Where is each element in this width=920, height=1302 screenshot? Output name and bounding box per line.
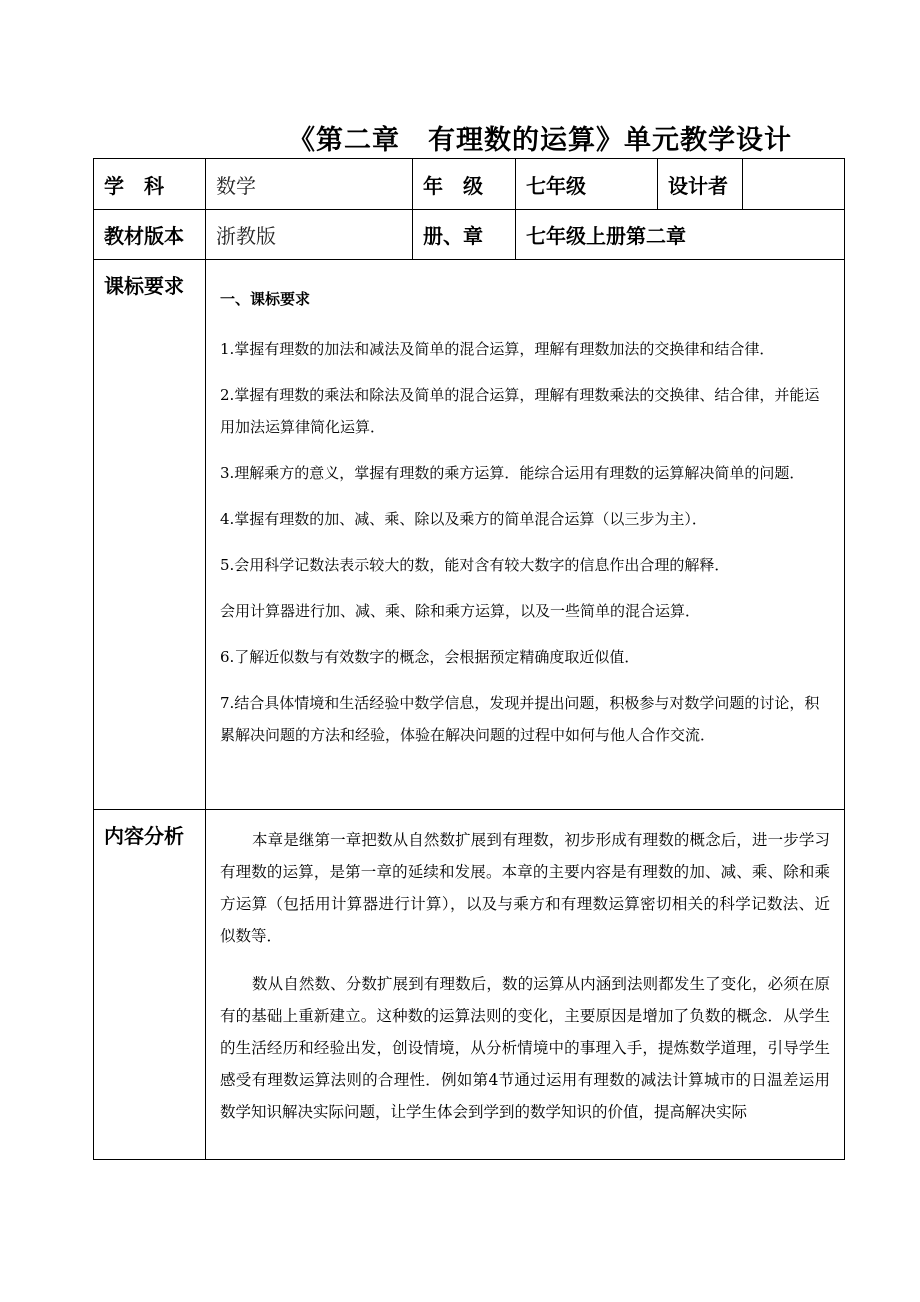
requirement-item: 2.掌握有理数的乘法和除法及简单的混合运算，理解有理数乘法的交换律、结合律，并能运用加法运算律简化运算． (220, 386, 820, 436)
requirements-cell (206, 260, 845, 810)
grade-label: 年 级 (413, 159, 516, 210)
designer-label: 设计者 (658, 159, 743, 210)
requirement-item: 1.掌握有理数的加法和减法及简单的混合运算，理解有理数加法的交换律和结合律． (220, 340, 775, 358)
grade-value: 七年级 (516, 159, 658, 210)
requirement-item: 3.理解乘方的意义，掌握有理数的乘方运算．能综合运用有理数的运算解决简单的问题． (220, 464, 805, 482)
design-table (93, 158, 845, 1160)
requirement-item: 会用计算器进行加、减、乘、除和乘方运算，以及一些简单的混合运算． (220, 602, 701, 620)
requirement-item: 6.了解近似数与有效数字的概念，会根据预定精确度取近似值． (220, 648, 640, 666)
requirement-item: 4.掌握有理数的加、减、乘、除以及乘方的简单混合运算（以三步为主）． (220, 510, 707, 528)
requirement-item: 5.会用科学记数法表示较大的数，能对含有较大数字的信息作出合理的解释． (220, 556, 730, 574)
content-cell (206, 810, 845, 1160)
edition-value: 浙教版 (206, 210, 413, 260)
page-title: 《第二章 有理数的运算》单元教学设计 (288, 125, 792, 156)
table-row-subject (94, 159, 845, 210)
volume-value: 七年级上册第二章 (516, 210, 845, 260)
table-row-edition (94, 210, 845, 260)
requirement-item: 7.结合具体情境和生活经验中数学信息，发现并提出问题，积极参与对数学问题的讨论，积累解决问题的方法和经验，体验在解决问题的过程中如何与他人合作交流． (220, 694, 820, 744)
requirements-label: 课标要求 (94, 260, 206, 810)
subject-value: 数学 (206, 159, 413, 210)
table-row-content (94, 810, 845, 1160)
content-paragraph: 本章是继第一章把数从自然数扩展到有理数，初步形成有理数的概念后，进一步学习有理数的运算，是第一章的延续和发展。本章的主要内容是有理数的加、减、乘、除和乘方运算（包括用计算器进行计算），以及与乘方和有理数运算密切相关的科学记数法、近似数等． (220, 831, 830, 945)
content-label: 内容分析 (94, 810, 206, 1160)
table-row-requirements (94, 260, 845, 810)
volume-label: 册、章 (413, 210, 516, 260)
subject-label: 学 科 (94, 159, 206, 210)
edition-label: 教材版本 (94, 210, 206, 260)
requirements-heading: 一、课标要求 (220, 290, 311, 308)
designer-value (743, 159, 845, 210)
content-paragraph: 数从自然数、分数扩展到有理数后，数的运算从内涵到法则都发生了变化，必须在原有的基础上重新建立。这种数的运算法则的变化，主要原因是增加了负数的概念．从学生的生活经历和经验出发，创设情境，从分析情境中的事理入手，提炼数学道理，引导学生感受有理数运算法则的合理性．例如第4节通过运用有理数的减法计算城市的日温差运用数学知识解决实际问题，让学生体会到学到的数学知识的价值，提高解决实际 (220, 975, 830, 1121)
